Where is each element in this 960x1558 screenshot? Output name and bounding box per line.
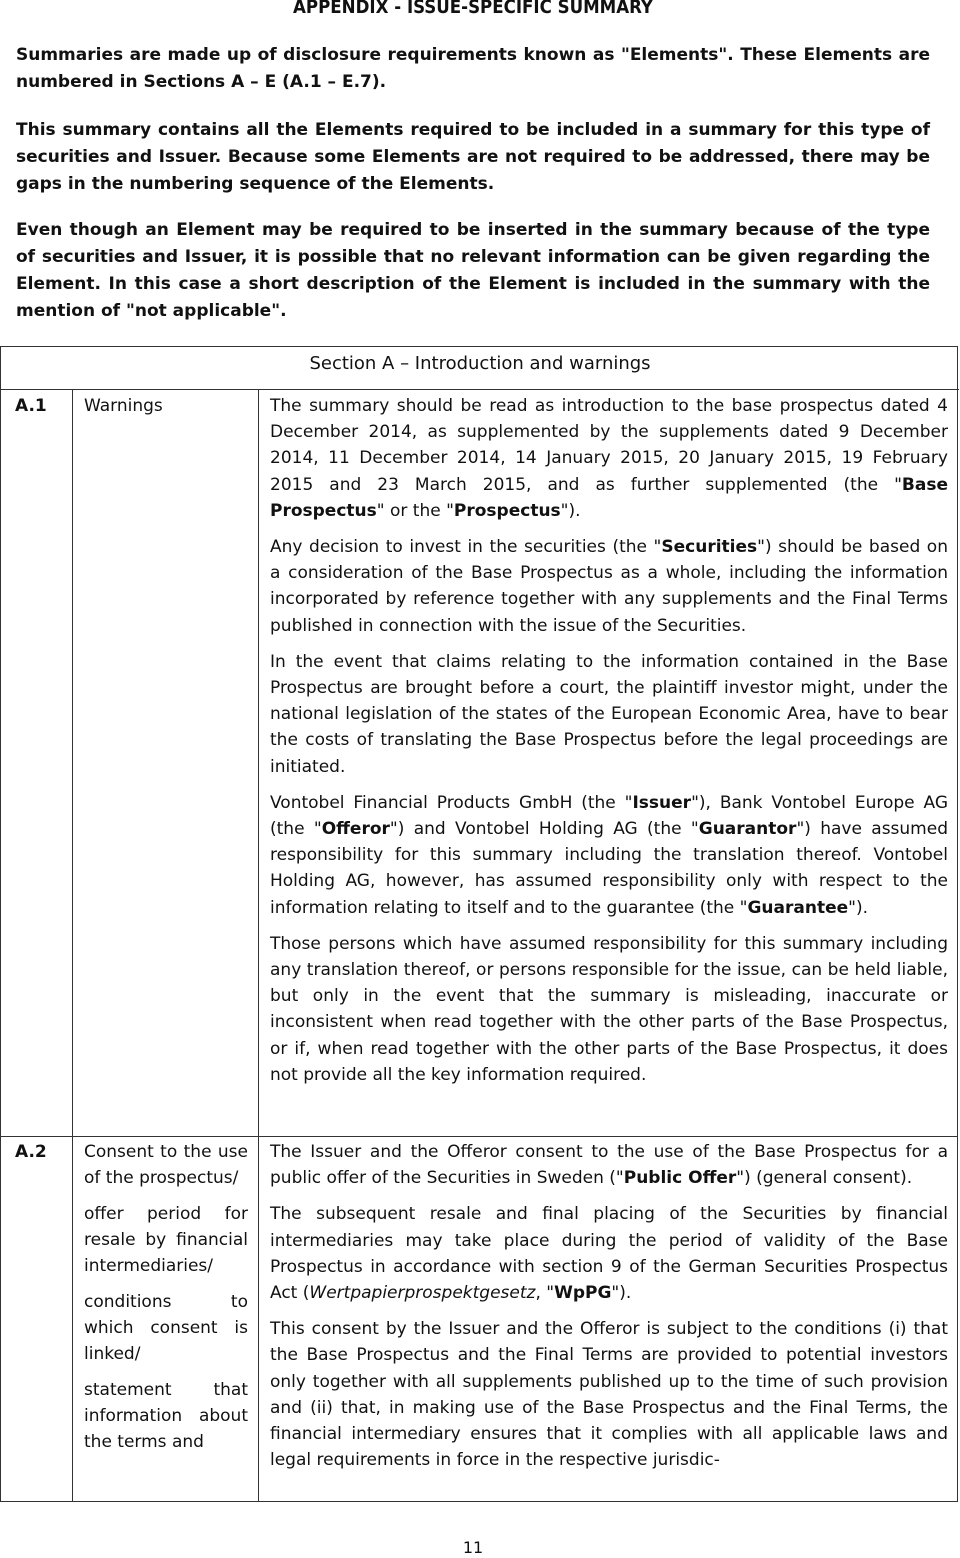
element-paragraph: The subsequent resale and final placing of the Securities by financial intermediaries may take place during the period of validity of the Base Prospectus in accordance with section 9 of the German Securities Prospectus Act (Wertpapierprospektgesetz, "WpPG"). [270,1204,948,1304]
defined-term: WpPG [554,1283,612,1304]
element-paragraph: In the event that claims relating to the information contained in the Base Prospectus are brought before a court, the plaintiff investor might, under the national legislation of the states of the European Economic Area, have to bear the costs of translating the Base Prospectus before the legal proceedings are initiated. [270,651,948,777]
defined-term: Base Prospectus [270,474,948,521]
element-number-a1: A.1 [15,396,47,416]
element-label-part: conditions to which consent is linked/ [84,1292,248,1364]
defined-term: Issuer [632,792,692,813]
element-paragraph: Vontobel Financial Products GmbH (the "Issuer"), Bank Vontobel Europe AG (the "Offeror") and Vontobel Holding AG (the "Guarantor") have assumed responsibility for this summary including the translation thereof. Vontobel Holding AG, however, has assumed responsibility only with respect to the information relating to itself and to the guarantee (the "Guarantee"). [270,792,949,918]
element-label-a2 [84,1139,248,1465]
element-label-part: Warnings [84,396,163,416]
defined-term: Guarantor [698,819,797,840]
row-divider [1,1136,957,1137]
italic-term: Wertpapierprospektgesetz [309,1283,536,1304]
element-label-part: Consent to the use of the prospectus/ [84,1142,248,1188]
intro-paragraph-2: This summary contains all the Elements required to be included in a summary for this type of securities and Issuer. Because some Elements are not required to be addressed, there may be gaps in the numbering sequence of the Elements. [16,120,930,194]
page-number: 11 [462,1538,484,1557]
element-number-a2: A.2 [15,1142,47,1162]
element-paragraph: The Issuer and the Offeror consent to the use of the Base Prospectus for a public offer of the Securities in Sweden ("Public Offer") (general consent). [270,1142,948,1189]
element-paragraph: The summary should be read as introduction to the base prospectus dated 4 December 2014, as supplemented by the supplements dated 9 December 2014, 11 December 2014, 14 January 2015, 20 January 2015, 19 February 2015 and 23 March 2015, and as further supplemented (the "Base Prospectus" or the "Prospectus"). [270,396,948,521]
summary-table [0,346,958,1502]
defined-term: Guarantee [747,897,849,918]
section-a-heading: Section A – Introduction and warnings [1,347,959,390]
element-paragraph: Any decision to invest in the securities (the "Securities") should be based on a consideration of the Base Prospectus as a whole, including the information incorporated by reference together with any supplements and the Final Terms published in connection with the issue of the Securities. [270,537,948,636]
column-divider-2 [258,390,259,1501]
element-label-a1 [84,393,248,429]
intro-paragraph-3: Even though an Element may be required to be inserted in the summary because of the type of securities and Issuer, it is possible that no relevant information can be given regarding the Element. In this case a short description of the Element is included in the summary with the mention of "not applicable". [16,220,930,321]
defined-term: Prospectus [453,500,561,521]
defined-term: Securities [661,537,758,558]
element-label-part: statement that information about the terms and [84,1380,248,1452]
defined-term: Public Offer [623,1168,737,1189]
element-label-part: offer period for resale by financial intermediaries/ [84,1204,248,1276]
element-text-a2 [270,1139,948,1483]
element-text-a1 [270,393,948,1098]
intro-paragraph-1: Summaries are made up of disclosure requirements known as "Elements". These Elements are numbered in Sections A – E (A.1 – E.7). [16,45,930,92]
element-paragraph: Those persons which have assumed responsibility for this summary including any translation thereof, or persons responsible for the issue, can be held liable, but only in the event that the summary is misleading, inaccurate or inconsistent when read together with the other parts of the Base Prospectus, or if, when read together with the other parts of the Base Prospectus, it does not provide all the key information required. [270,933,948,1085]
page-title: APPENDIX - ISSUE-SPECIFIC SUMMARY [293,0,653,18]
column-divider-1 [72,390,73,1501]
element-paragraph: This consent by the Issuer and the Offeror is subject to the conditions (i) that the Base Prospectus and the Final Terms are provided to potential investors only together with all supplements published up to the time of such provision and (ii) that, in making use of the Base Prospectus and the Final Terms, the financial intermediary ensures that it complies with all applicable laws and legal requirements in force in the respective jurisdic- [270,1319,948,1471]
defined-term: Offeror [321,819,390,840]
